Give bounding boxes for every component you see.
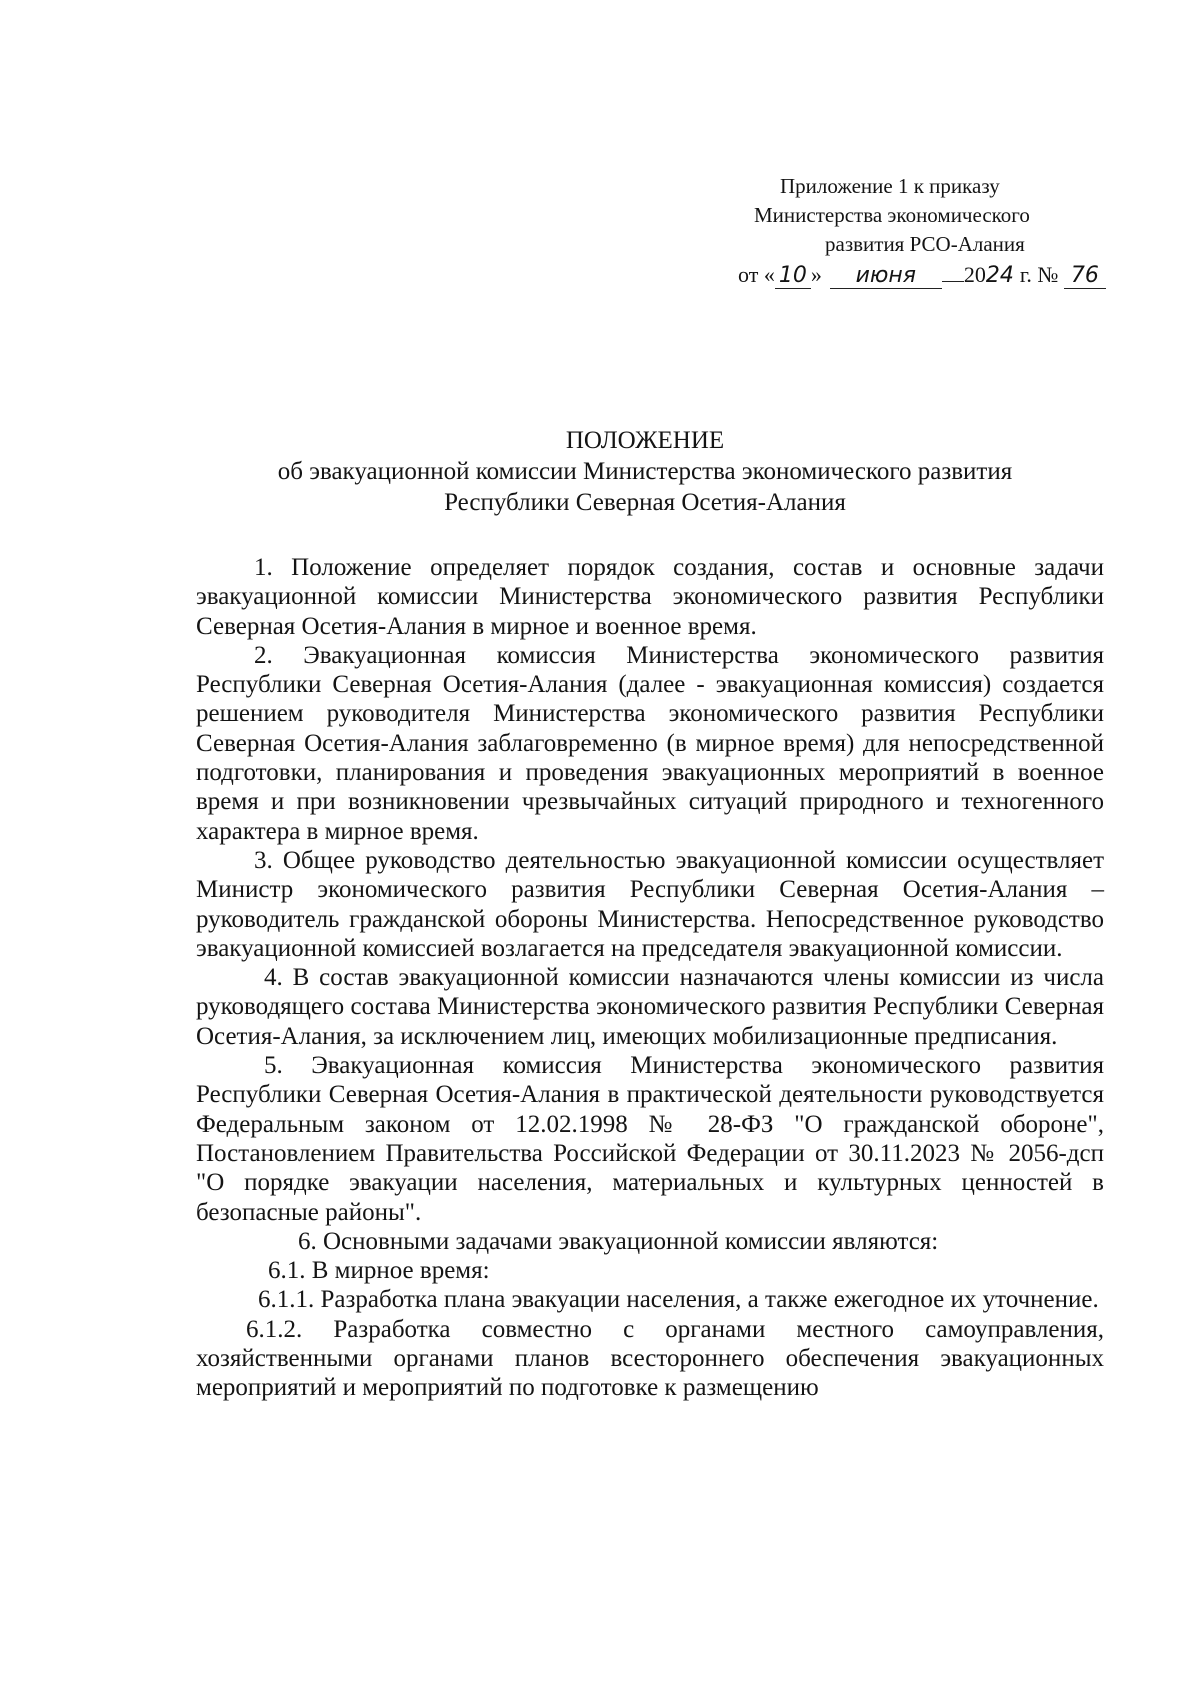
date-prefix: от « <box>738 262 775 287</box>
paragraph-6: 6. Основными задачами эвакуационной комиссии являются: <box>298 1227 939 1255</box>
paragraph-1: 1. Положение определяет порядок создания, состав и основные задачи эвакуационной комиссии Министерства экономического развития Республики Северная Осетия-Алания в мирное и военное время. <box>196 554 1104 640</box>
paragraph-4: 4. В состав эвакуационной комиссии назначаются члены комиссии из числа руководящего состава Министерства экономического развития Республики Северная Осетия-Алания, за исключением лиц, имеющих мобилизационные предписания. <box>196 964 1104 1050</box>
title-line-2: об эвакуационной комиссии Министерства экономического развития <box>277 458 1013 485</box>
document-body <box>196 553 1104 1403</box>
handwritten-month: июня <box>830 264 942 289</box>
year-unit-and-number-sign: г. № <box>1019 262 1059 287</box>
appendix-line-3: развития РСО-Алания <box>825 232 1025 256</box>
handwritten-day: 10 <box>775 264 811 289</box>
paragraph-6-1: 6.1. В мирное время: <box>268 1257 490 1285</box>
order-date-line <box>738 260 1106 289</box>
appendix-line-2: Министерства экономического <box>754 203 1030 227</box>
paragraph-3: 3. Общее руководство деятельностью эвакуационной комиссии осуществляет Министр экономического развития Республики Северная Осетия-Алания – руководитель гражданской обороны Министерства. Непосредственное руководство эвакуационной комиссией возлагается на председателя эвакуационной комиссии. <box>196 846 1104 962</box>
paragraph-6-1-1: 6.1.1. Разработка плана эвакуации населения, а также ежегодное их уточнение. <box>258 1286 1099 1314</box>
paragraph-6-1-2: 6.1.2. Разработка совместно с органами местного самоуправления, хозяйственными органами планов всестороннего обеспечения эвакуационных мероприятий и мероприятий по подготовке к размещению <box>196 1315 1104 1402</box>
handwritten-order-number: 76 <box>1064 264 1106 289</box>
handwritten-year: 24 <box>985 263 1014 288</box>
paragraph-5: 5. Эвакуационная комиссия Министерства экономического развития Республики Северная Осетия-Алания в практической деятельности руководствуется Федеральным законом от 12.02.1998 № 28-ФЗ "О гражданской обороне", Постановлением Правительства Российской Федерации от 30.11.2023 № 2056-дсп "О порядке эвакуации населения, материальных и культурных ценностей в безопасные районы". <box>196 1052 1104 1226</box>
date-close: » <box>810 262 822 287</box>
paragraph-2: 2. Эвакуационная комиссия Министерства экономического развития Республики Северная Осетия-Алания (далее - эвакуационная комиссия) создается решением руководителя Министерства экономического развития Республики Северная Осетия-Алания заблаговременно (в мирное время) для непосредственной подготовки, планирования и проведения эвакуационных мероприятий в военное время и при возникновении чрезвычайных ситуаций природного и техногенного характера в мирное время. <box>196 641 1104 845</box>
title-line-3: Республики Северная Осетия-Алания <box>444 489 846 516</box>
year-prefix: 20 <box>963 262 986 287</box>
date-underline <box>942 261 964 282</box>
appendix-line-1: Приложение 1 к приказу <box>780 174 1000 198</box>
title-line-1: ПОЛОЖЕНИЕ <box>565 427 725 454</box>
